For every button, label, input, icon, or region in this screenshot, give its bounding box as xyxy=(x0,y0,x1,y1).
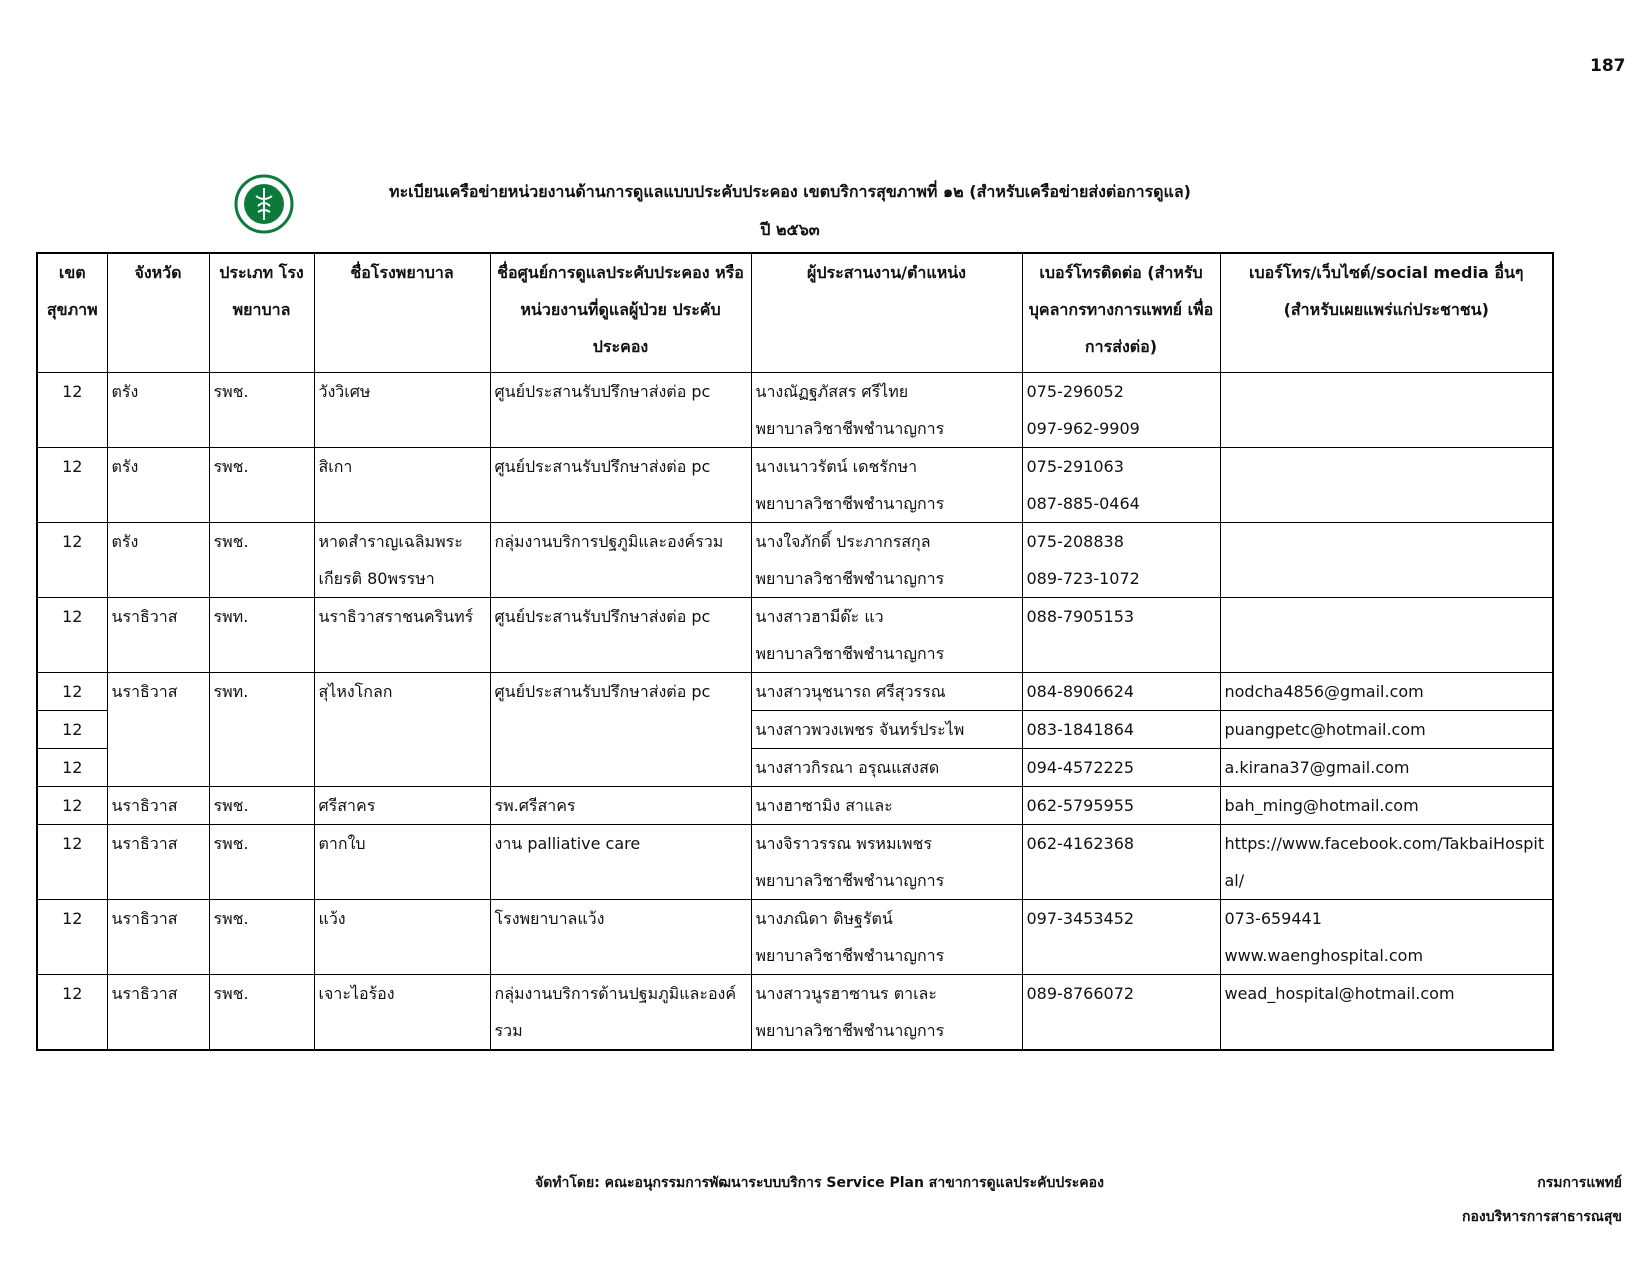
cell-center: ศูนย์ประสานรับปรึกษาส่งต่อ pc xyxy=(490,673,751,787)
cell-coordinator xyxy=(751,523,1022,598)
cell-type: รพช. xyxy=(209,900,314,975)
coordinator-name: นางณัฏฐภัสสร ศรีไทย xyxy=(755,382,909,401)
cell-zone: 12 xyxy=(37,825,107,900)
cell-hospital: สิเกา xyxy=(314,448,490,523)
cell-type: รพท. xyxy=(209,673,314,787)
cell-province: นราธิวาส xyxy=(107,673,209,787)
table-header-row xyxy=(37,253,1553,373)
cell-public xyxy=(1220,523,1553,598)
cell-province: นราธิวาส xyxy=(107,787,209,825)
cell-hospital: แว้ง xyxy=(314,900,490,975)
coordinator-title: พยาบาลวิชาชีพชำนาญการ xyxy=(755,419,945,438)
cell-coordinator: นางสาวนุชนารถ ศรีสุวรรณ xyxy=(751,673,1022,711)
cell-province: นราธิวาส xyxy=(107,975,209,1051)
cell-zone: 12 xyxy=(37,523,107,598)
phone-primary: 075-291063 xyxy=(1026,457,1124,476)
phone-primary: 088-7905153 xyxy=(1026,607,1135,626)
header-public-contact: เบอร์โทร/เว็บไซต์/social media อื่นๆ (สำหรับเผยแพร่แก่ประชาชน) xyxy=(1220,253,1553,373)
table-row xyxy=(37,825,1553,900)
cell-type: รพช. xyxy=(209,523,314,598)
coordinator-title: พยาบาลวิชาชีพชำนาญการ xyxy=(755,644,945,663)
table-row xyxy=(37,900,1553,975)
header-coordinator: ผู้ประสานงาน/ตำแหน่ง xyxy=(751,253,1022,373)
cell-coordinator: นางสาวพวงเพชร จันทร์ประไพ xyxy=(751,711,1022,749)
cell-phone: 094-4572225 xyxy=(1022,749,1220,787)
cell-center: ศูนย์ประสานรับปรึกษาส่งต่อ pc xyxy=(490,373,751,448)
phone-secondary: 097-962-9909 xyxy=(1026,419,1140,438)
cell-center: โรงพยาบาลแว้ง xyxy=(490,900,751,975)
cell-phone xyxy=(1022,523,1220,598)
ministry-seal-logo xyxy=(234,174,294,234)
cell-type: รพท. xyxy=(209,598,314,673)
cell-phone: 089-8766072 xyxy=(1022,975,1220,1051)
coordinator-name: นางจิราวรรณ พรหมเพชร xyxy=(755,834,932,853)
header-province: จังหวัด xyxy=(107,253,209,373)
cell-phone: 097-3453452 xyxy=(1022,900,1220,975)
cell-hospital: นราธิวาสราชนครินทร์ xyxy=(314,598,490,673)
header-hospital-type: ประเภท โรงพยาบาล xyxy=(209,253,314,373)
cell-coordinator: นางฮาซามิง สาและ xyxy=(751,787,1022,825)
cell-coordinator xyxy=(751,448,1022,523)
table-row xyxy=(37,373,1553,448)
coordinator-title: พยาบาลวิชาชีพชำนาญการ xyxy=(755,569,945,588)
cell-zone: 12 xyxy=(37,373,107,448)
cell-hospital: หาดสำราญเฉลิมพระ เกียรติ 80พรรษา xyxy=(314,523,490,598)
cell-public xyxy=(1220,900,1553,975)
document-year: ปี ๒๕๖๓ xyxy=(760,220,820,239)
cell-province: นราธิวาส xyxy=(107,900,209,975)
cell-coordinator xyxy=(751,598,1022,673)
coordinator-name: นางสาวนูรฮาซานร ตาเละ xyxy=(755,984,937,1003)
coordinator-name: นางสาวฮามีด๊ะ แว xyxy=(755,607,884,626)
cell-phone: 062-5795955 xyxy=(1022,787,1220,825)
table-row xyxy=(37,787,1553,825)
cell-type: รพช. xyxy=(209,787,314,825)
cell-phone: 083-1841864 xyxy=(1022,711,1220,749)
table-row xyxy=(37,598,1553,673)
cell-public: puangpetc@hotmail.com xyxy=(1220,711,1553,749)
coordinator-title: พยาบาลวิชาชีพชำนาญการ xyxy=(755,1021,945,1040)
cell-center: ศูนย์ประสานรับปรึกษาส่งต่อ pc xyxy=(490,448,751,523)
header-center-name: ชื่อศูนย์การดูแลประคับประคอง หรือ หน่วยงานที่ดูแลผู้ป่วย ประคับประคอง xyxy=(490,253,751,373)
page-number: 187 xyxy=(1590,56,1626,76)
cell-type: รพช. xyxy=(209,373,314,448)
phone-primary: 075-296052 xyxy=(1026,382,1124,401)
cell-coordinator xyxy=(751,373,1022,448)
phone-secondary: 089-723-1072 xyxy=(1026,569,1140,588)
cell-province: ตรัง xyxy=(107,373,209,448)
cell-province: ตรัง xyxy=(107,523,209,598)
cell-public: nodcha4856@gmail.com xyxy=(1220,673,1553,711)
cell-center: ศูนย์ประสานรับปรึกษาส่งต่อ pc xyxy=(490,598,751,673)
cell-zone: 12 xyxy=(37,787,107,825)
cell-zone: 12 xyxy=(37,673,107,711)
cell-hospital: เจาะไอร้อง xyxy=(314,975,490,1051)
cell-public: bah_ming@hotmail.com xyxy=(1220,787,1553,825)
cell-phone: 084-8906624 xyxy=(1022,673,1220,711)
table-row xyxy=(37,523,1553,598)
cell-phone xyxy=(1022,373,1220,448)
cell-phone: 062-4162368 xyxy=(1022,825,1220,900)
cell-coordinator: นางสาวกิรณา อรุณแสงสด xyxy=(751,749,1022,787)
cell-phone xyxy=(1022,598,1220,673)
cell-zone: 12 xyxy=(37,598,107,673)
cell-hospital: วังวิเศษ xyxy=(314,373,490,448)
cell-province: นราธิวาส xyxy=(107,825,209,900)
cell-center: งาน palliative care xyxy=(490,825,751,900)
cell-province: นราธิวาส xyxy=(107,598,209,673)
cell-center: กลุ่มงานบริการปฐภูมิและองค์รวม xyxy=(490,523,751,598)
cell-hospital: ศรีสาคร xyxy=(314,787,490,825)
cell-public: https://www.facebook.com/TakbaiHospital/ xyxy=(1220,825,1553,900)
cell-public: wead_hospital@hotmail.com xyxy=(1220,975,1553,1051)
cell-hospital: สุไหงโกลก xyxy=(314,673,490,787)
coordinator-title: พยาบาลวิชาชีพชำนาญการ xyxy=(755,946,945,965)
header-hospital-name: ชื่อโรงพยาบาล xyxy=(314,253,490,373)
coordinator-title: พยาบาลวิชาชีพชำนาญการ xyxy=(755,494,945,513)
cell-zone: 12 xyxy=(37,975,107,1051)
footer-prepared-by: จัดทำโดย: คณะอนุกรรมการพัฒนาระบบบริการ Service Plan สาขาการดูแลประคับประคอง xyxy=(535,1175,1104,1191)
header-phone-staff: เบอร์โทรติดต่อ (สำหรับ บุคลากรทางการแพทย์ เพื่อการส่งต่อ) xyxy=(1022,253,1220,373)
cell-type: รพช. xyxy=(209,825,314,900)
coordinator-name: นางเนาวรัตน์ เดชรักษา xyxy=(755,457,918,476)
footer-department-medical: กรมการแพทย์ xyxy=(1537,1175,1622,1191)
public-contact-2: www.waenghospital.com xyxy=(1224,946,1424,965)
cell-public xyxy=(1220,598,1553,673)
coordinator-name: นางใจภักดิ์ ประภากรสกุล xyxy=(755,532,931,551)
cell-type: รพช. xyxy=(209,448,314,523)
header-zone: เขต สุขภาพ xyxy=(37,253,107,373)
public-contact: 073-659441 xyxy=(1224,909,1322,928)
table-row xyxy=(37,975,1553,1051)
cell-coordinator xyxy=(751,975,1022,1051)
document-title: ทะเบียนเครือข่ายหน่วยงานด้านการดูแลแบบประคับประคอง เขตบริการสุขภาพที่ ๑๒ (สำหรับเครือข่ายส่งต่อการดูแล) xyxy=(389,182,1191,201)
cell-hospital: ตากใบ xyxy=(314,825,490,900)
footer-department-public-health: กองบริหารการสาธารณสุข xyxy=(1461,1209,1622,1225)
table-row xyxy=(37,448,1553,523)
coordinator-name: นางภณิดา ดิษฐรัตน์ xyxy=(755,909,893,928)
cell-public: a.kirana37@gmail.com xyxy=(1220,749,1553,787)
cell-coordinator xyxy=(751,825,1022,900)
cell-type: รพช. xyxy=(209,975,314,1051)
cell-center: กลุ่มงานบริการด้านปฐมภูมิและองค์รวม xyxy=(490,975,751,1051)
network-registry-table xyxy=(36,252,1554,1051)
table-row xyxy=(37,673,1553,711)
phone-primary: 075-208838 xyxy=(1026,532,1124,551)
coordinator-title: พยาบาลวิชาชีพชำนาญการ xyxy=(755,871,945,890)
cell-public xyxy=(1220,448,1553,523)
cell-phone xyxy=(1022,448,1220,523)
cell-zone: 12 xyxy=(37,448,107,523)
cell-province: ตรัง xyxy=(107,448,209,523)
cell-center: รพ.ศรีสาคร xyxy=(490,787,751,825)
phone-secondary: 087-885-0464 xyxy=(1026,494,1140,513)
cell-zone: 12 xyxy=(37,900,107,975)
cell-public xyxy=(1220,373,1553,448)
cell-zone: 12 xyxy=(37,711,107,749)
cell-zone: 12 xyxy=(37,749,107,787)
cell-coordinator xyxy=(751,900,1022,975)
